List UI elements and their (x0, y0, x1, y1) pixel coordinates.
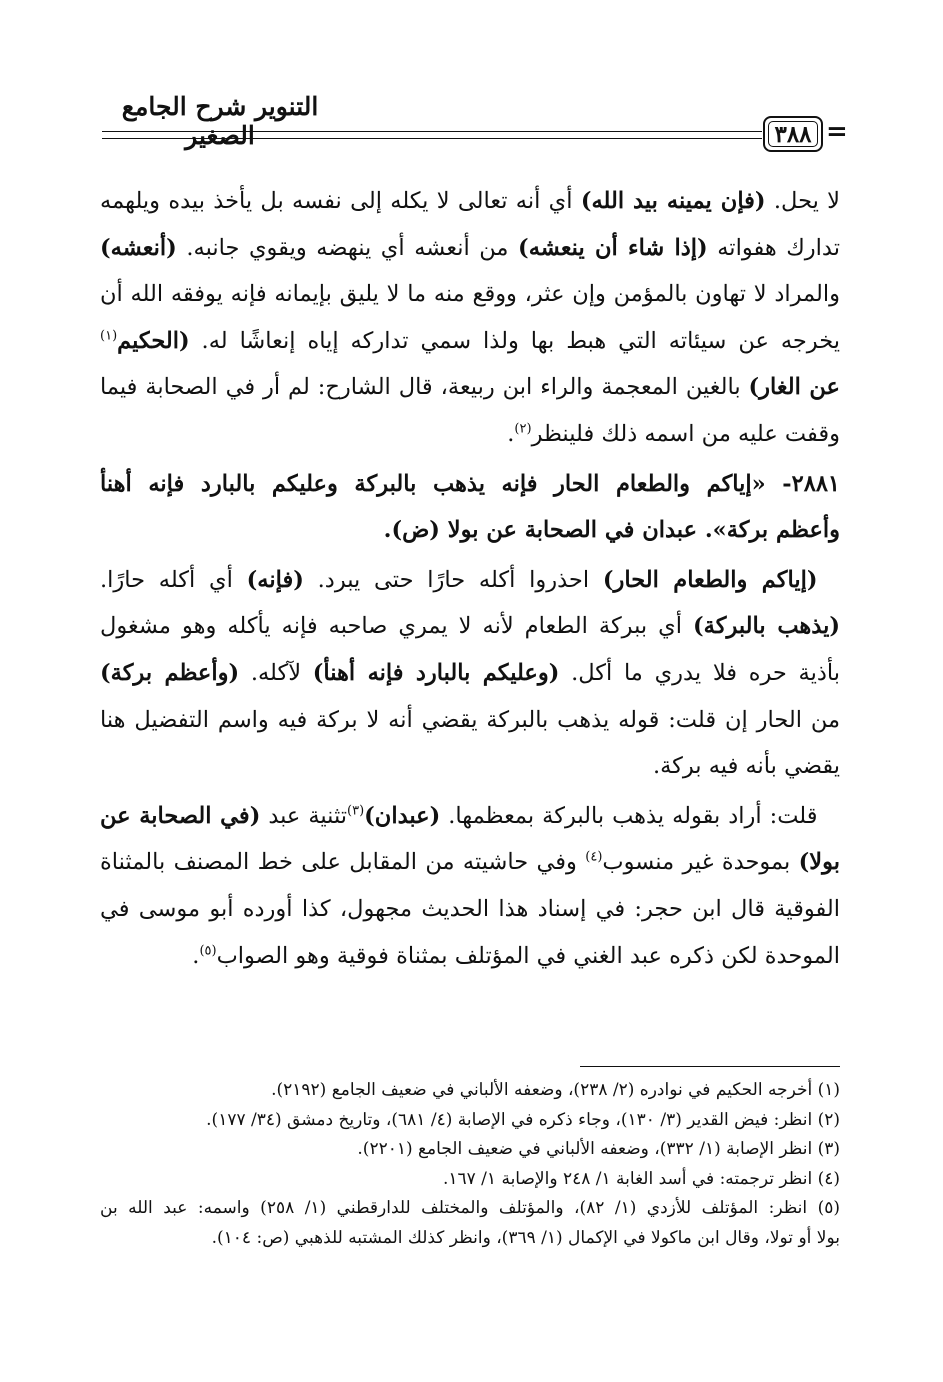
footnote-4: (٤) انظر ترجمته: في أسد الغابة ١/ ٢٤٨ والإصابة ١/ ١٦٧. (442, 1168, 840, 1189)
text-line: عن الغار) بالغين المعجمة والراء ابن ربيعة، قال الشارح: لم أر في الصحابة فيما (100, 374, 840, 401)
text-line: (إياكم والطعام الحار) احذروا أكله حارًا حتى يبرد. (فإنه) أي أكله حارًا. (100, 566, 818, 593)
running-title: التنوير شرح الجامع الصغير (121, 92, 319, 150)
text-line: من الحار إن قلت: قوله يذهب بالبركة يقضي أنه لا بركة فيه واسم التفضيل هنا (100, 706, 840, 733)
page-number-text: ٣٨٨ (774, 120, 812, 148)
text-line: لا يحل. (فإن يمينه بيد الله) أي أنه تعالى لا يكله إلى نفسه بل يأخذ بيده ويلهمه (100, 188, 840, 214)
header-rule-bottom (102, 138, 762, 139)
text-line: الفوقية قال ابن حجر: في إسناد هذا الحديث مجهول، كذا أورده أبو موسى في (100, 895, 840, 922)
main-text (100, 178, 840, 979)
text-line: والمراد لا تهاون بالمؤمن وإن عثر، ووقع منه ما لا يليق بإيمانه فإنه يوفقه الله أن (100, 281, 840, 308)
text-line: يقضي بأنه فيه بركة. (652, 753, 840, 780)
footnote-2: (٢) انظر: فيض القدير (٣/ ١٣٠)، وجاء ذكره في الإصابة (٤/ ٦٨١)، وتاريخ دمشق (٣٤/ ١٧٧). (206, 1109, 840, 1130)
footnote-separator (580, 1066, 840, 1067)
footnote-ref: (١) (100, 328, 118, 344)
footnote-ref: (٢) (514, 421, 532, 437)
text-line: تدارك هفواته (إذا شاء أن ينعشه) من أنعشه أي ينهضه ويقوي جانبه. (أنعشه) (100, 234, 840, 261)
footnotes (100, 1076, 840, 1253)
footnote-5: (٥) انظر: المؤتلف للأزدي (١/ ٨٢)، والمؤتلف والمختلف للدارقطني (١/ ٢٥٨) واسمه: عبد الله بن (100, 1198, 840, 1218)
page-number (763, 116, 823, 152)
text-line: يخرجه عن سيئاته التي هبط بها ولذا سمي تداركه إياه إنعاشًا له. (الحكيم$^{(١)}$ (100, 327, 840, 354)
text-line: بولا) بموحدة غير منسوب$^{(٤)}$ وفي حاشيته من المقابل على خط المصنف بالمثناة (100, 849, 840, 876)
hadith-heading-line: وأعظم بركة». عبدان في الصحابة عن بولا (ض). (383, 517, 840, 544)
footnote-1: (١) أخرجه الحكيم في نوادره (٢/ ٢٣٨)، وضعفه الألباني في ضعيف الجامع (٢١٩٢). (271, 1080, 840, 1100)
footnote-ref: (٥) (199, 943, 217, 958)
header-ornament: = (826, 117, 848, 147)
footnote-5-continued: بولا أو تولا، وقال ابن ماكولا في الإكمال (١/ ٣٦٩)، وانظر كذلك المشتبه للذهبي (ص: ١٠٤). (211, 1227, 840, 1248)
text-line: قلت: أراد بقوله يذهب بالبركة بمعظمها. (عبدان)$^{(٣)}$تثنية عبد (في الصحابة عن (100, 802, 818, 829)
text-line: (يذهب بالبركة) أي ببركة الطعام لأنه لا يمري صاحبه فإنه يأكله وهو مشغول (100, 613, 840, 640)
header-rule-top (102, 131, 762, 132)
hadith-heading-line: ٢٨٨١- «إياكم والطعام الحار فإنه يذهب بالبركة وعليكم بالبارد فإنه أهنأ (100, 470, 840, 497)
footnote-ref: (٤) (585, 849, 603, 865)
text-line: وقفت عليه من اسمه ذلك فلينظر$^{(٢)}$. (507, 420, 840, 447)
text-line: بأذية حره فلا يدري ما أكل. (وعليكم بالبارد فإنه أهنأ) لآكله. (وأعظم بركة) (100, 659, 840, 686)
text-line: الموحدة لكن ذكره عبد الغني في المؤتلف بمثناة فوقية وهو الصواب$^{(٥)}$. (192, 942, 840, 969)
footnote-ref: (٣) (347, 803, 365, 819)
footnote-3: (٣) انظر الإصابة (١/ ٣٣٢)، وضعفه الألباني في ضعيف الجامع (٢٢٠١). (357, 1139, 840, 1159)
